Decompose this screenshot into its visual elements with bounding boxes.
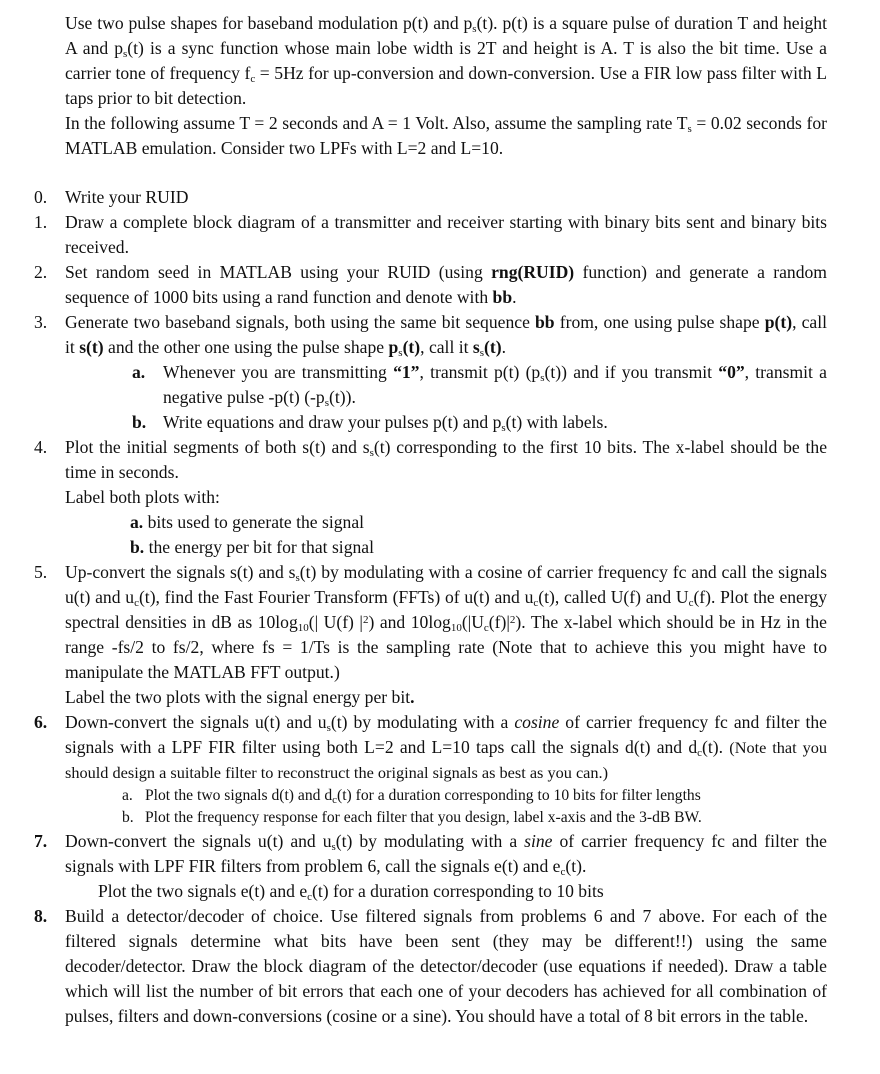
subtask-6b: b. Plot the frequency response for each filter that you design, label x-axis and the 3-dB BW. xyxy=(145,807,827,829)
task-item-0 xyxy=(34,185,827,210)
task-number: 4. xyxy=(34,437,48,457)
task-item-4 xyxy=(34,435,827,560)
plot-line-7: Plot the two signals e(t) and $e_c(t)$ for a duration corresponding to 10 bits xyxy=(98,881,604,903)
task-item-3 xyxy=(34,310,828,435)
task-text: Up-convert the signals s(t) and $s_s(t)$ by modulating with a cosine of carrier frequency fc and call the signals u(t) and $u_c(t)$, find the Fast Fourier Transform (FFTs) of u(t) and $u_c(t)$, called U(f) and $U_c(f)$. Plot the energy spectral densities in dB as $10\log_{10}(|$ U(f) $|^2$) and $10\log_{10}(|U_c(f)|^2)$. The x-label which should be in Hz in the range -fs/2 to fs/2, where fs = 1/Ts is the sampling rate (Note that to achieve this you might have to manipulate the MATLAB FFT output.) xyxy=(65,562,827,682)
task-text: Down-convert the signals u(t) and $u_s(t)$ by modulating with a cosine of carrier frequency fc and filter the signals with a LPF FIR filter using both L=2 and L=10 taps call the signals d(t) and $d_c(t)$. (Note that you should design a suitable filter to reconstruct the original signals as best as you can.) xyxy=(65,712,828,782)
task-item-2 xyxy=(34,260,827,310)
label-energy-line: Label the two plots with the signal energy per bit. xyxy=(65,687,415,707)
subtask-4a: a. bits used to generate the signal xyxy=(130,512,365,532)
intro-paragraph-1: Use two pulse shapes for baseband modulation p(t) and $p_s(t)$. p(t) is a square pulse of duration T and height A and $p_s(t)$ is a sync function whose main lobe width is 2T and height is A. T is also the bit time. Use a carrier tone of frequency $f_c = 5Hz$ for up-conversion and down-conversion. Use a FIR low pass filter with L taps prior to bit detection. xyxy=(65,13,827,108)
task-item-8 xyxy=(34,904,827,1029)
design-note: (Note that you should design a suitable filter to reconstruct the original signals as best as you can.) xyxy=(65,738,828,782)
task-number: 8. xyxy=(34,906,48,926)
task-number: 2. xyxy=(34,262,48,282)
subtask-label: b. xyxy=(122,809,134,826)
subtask-3b: b. Write equations and draw your pulses p(t) and $p_s(t)$ with labels. xyxy=(132,412,608,434)
task-item-6 xyxy=(34,710,828,829)
task-number: 1. xyxy=(34,212,48,232)
intro-paragraph-2: In the following assume T = 2 seconds and A = 1 Volt. Also, assume the sampling rate $T_s = 0.02$ seconds for MATLAB emulation. Consider two LPFs with L=2 and L=10. xyxy=(65,113,827,158)
task-text: Draw a complete block diagram of a transmitter and receiver starting with binary bits sent and binary bits received. xyxy=(65,212,827,257)
task-number: 3. xyxy=(34,312,48,332)
task-number: 0. xyxy=(34,187,48,207)
subtask-4b: b. the energy per bit for that signal xyxy=(130,537,374,557)
task-item-1 xyxy=(34,210,827,260)
subtask-label: a. xyxy=(122,787,133,804)
task-text: Generate two baseband signals, both using the same bit sequence bb from, one using pulse shape p(t), call it s(t) and the other one using the pulse shape $p_s(t)$, call it $s_s(t)$. xyxy=(65,312,828,359)
task-number: 6. xyxy=(34,712,48,732)
subtask-label: b. xyxy=(132,412,147,432)
subtask-3a: a. Whenever you are transmitting “1”, transmit p(t) $(p_s(t))$ and if you transmit “0”, transmit a negative pulse -p(t) $(-p_s(t))$. xyxy=(132,362,827,409)
task-list xyxy=(34,185,828,1029)
problem-intro xyxy=(65,11,827,161)
task-text: Plot the initial segments of both s(t) and $s_s(t)$ corresponding to the first 10 bits. The x-label should be the time in seconds. xyxy=(65,437,827,482)
task-text: Down-convert the signals u(t) and $u_s(t)$ by modulating with a sine of carrier frequency fc and filter the signals with LPF FIR filters from problem 6, call the signals e(t) and $e_c(t)$. xyxy=(65,831,827,878)
subtask-label: a. xyxy=(132,362,146,382)
task-text: Set random seed in MATLAB using your RUID (using rng(RUID) function) and generate a random sequence of 1000 bits using a rand function and denote with bb. xyxy=(65,262,827,307)
task-number: 7. xyxy=(34,831,48,851)
label-both-line: Label both plots with: xyxy=(65,487,220,507)
subtask-label: a. xyxy=(130,512,144,532)
task-number: 5. xyxy=(34,562,48,582)
subtask-label: b. xyxy=(130,537,145,557)
subtask-6a: a. Plot the two signals d(t) and $d_c(t)$ for a duration corresponding to 10 bits for filter lengths xyxy=(122,787,701,806)
task-text: Build a detector/decoder of choice. Use filtered signals from problems 6 and 7 above. For each of the filtered signals determine what bits have been sent (they may be different!!) using the same decoder/detector. Draw the block diagram of the detector/decoder (use equations if needed). Draw a table which will list the number of bit errors that each one of your decoders has achieved for all combination of pulses, filters and down-conversions (cosine or a sine). You should have a total of 8 bit errors in the table. xyxy=(65,906,827,1026)
task-item-5 xyxy=(34,560,827,710)
task-item-7 xyxy=(34,829,827,904)
task-text: Write your RUID xyxy=(65,187,189,207)
